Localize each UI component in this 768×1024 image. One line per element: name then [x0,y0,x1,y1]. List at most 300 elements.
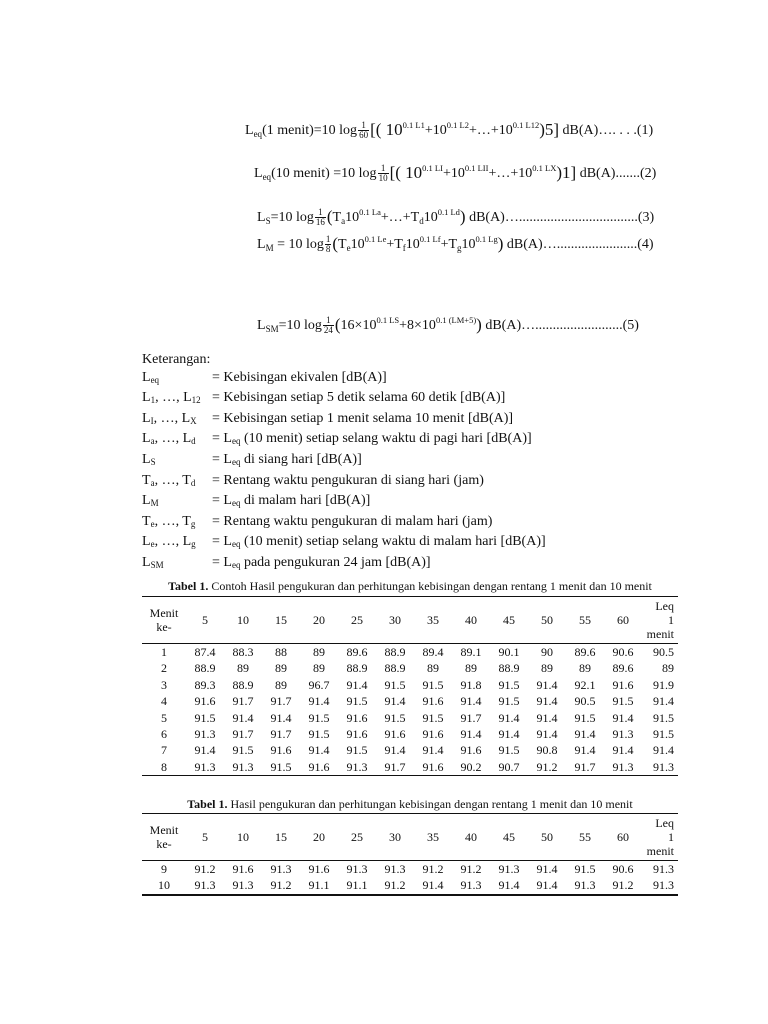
legend-row [142,492,546,513]
legend-symbol-sub: a [150,436,155,447]
table2 [142,813,678,896]
leq-cell: 91.3 [653,878,674,893]
eq4-t3-sub: g [457,243,462,253]
eq4-t2-sub: f [402,243,406,253]
legend-symbol-main: L [142,431,151,447]
legend-definition-sub: eq [231,539,241,550]
legend-definition-tail: pada pengukuran 24 jam [dB(A)] [240,554,431,570]
legend-definition-text: = L [212,554,232,570]
eq5-lhs: L [257,318,266,333]
header-col: 20 [313,613,325,627]
eq4-t1: T [338,237,347,252]
header-row [142,597,678,644]
table-row [142,861,678,878]
row-index: 10 [158,878,170,893]
legend-row [142,430,546,451]
leq-cell: 91.5 [653,710,674,725]
legend-symbol-main: L [142,390,151,406]
data-cell: 91.4 [460,694,482,709]
eq1-unit: dB(A) [562,123,599,138]
data-cell: 91.6 [384,727,406,742]
legend-symbol [142,451,212,472]
leq-cell: 89 [662,661,674,676]
legend-symbol-main: L [142,534,151,550]
data-cell: 91.7 [270,727,292,742]
legend-row [142,410,546,431]
data-cell: 91.3 [498,862,520,877]
data-cell: 91.6 [422,694,444,709]
eq3-lhs: L [257,210,266,225]
data-cell: 88.3 [232,645,254,660]
legend-symbol-range-sub: g [190,518,196,529]
eq5-exp1-sub: S [394,315,400,325]
legend-symbol-sub: 1 [150,395,156,406]
data-cell: 90.5 [574,694,596,709]
eq5-number: ….........................(5) [521,318,639,333]
legend-definition [212,492,370,513]
data-cell: 91.3 [194,878,216,893]
table-row [142,710,678,726]
table2-title-bold: Tabel 1. [187,797,228,811]
equation-2 [254,159,656,186]
eq1-frac-num: 1 [358,121,369,131]
data-cell: 91.4 [384,694,406,709]
legend-definition [212,451,362,472]
data-cell: 91.5 [574,710,596,725]
legend-heading: Keterangan: [142,352,211,367]
eq4-mid2: +T [440,237,458,252]
data-cell: 91.6 [232,862,254,877]
header-col: 35 [427,830,439,844]
legend-symbol-range-sub: X [190,415,197,426]
eq4-exp1: 0.1 L [364,234,383,244]
eq2-lhs-arg: (10 menit) =10 log [271,166,377,181]
legend-definition-text: = L [212,451,232,467]
header-col: 55 [579,830,591,844]
data-cell: 91.2 [422,862,444,877]
legend-definition-tail: (10 menit) setiap selang waktu di malam hari [dB(A)] [240,534,546,550]
eq1-exp3-sub: 12 [530,120,540,130]
leq-cell: 91.9 [653,677,674,692]
eq2-body-open: [( 10 [389,163,423,182]
data-cell: 91.5 [498,743,520,758]
legend [142,351,546,575]
data-cell: 91.1 [308,878,330,893]
table2-body [142,861,678,895]
legend-definition-sub: eq [231,498,241,509]
data-cell: 90.8 [536,743,558,758]
data-cell: 92.1 [574,677,596,692]
eq1-plus1: +10 [424,123,447,138]
eq4-pow3: 10 [461,237,476,252]
eq4-fraction [325,235,332,254]
header-ke-label: ke- [156,620,172,634]
data-cell: 89 [313,645,325,660]
legend-definition [212,472,484,493]
legend-definition [212,533,546,554]
data-cell: 91.1 [346,878,368,893]
legend-symbol-main: L [142,554,151,570]
legend-symbol [142,410,212,431]
data-cell: 90 [541,645,553,660]
eq1-exp3: 0.1 L [512,120,531,130]
row-index: 8 [161,759,167,774]
legend-row [142,369,546,390]
legend-symbol [142,533,212,554]
header-leq-num: 1 [668,830,674,844]
legend-symbol-sub: SM [150,559,164,570]
data-cell: 91.6 [346,727,368,742]
table1-title-bold: Tabel 1. [168,579,209,593]
data-cell: 91.3 [346,862,368,877]
header-col: 45 [503,830,515,844]
data-cell: 91.7 [574,759,596,774]
legend-symbol-sub: S [150,456,156,467]
eq4-pow2: 10 [405,237,420,252]
data-cell: 91.5 [308,710,330,725]
eq4-lhs: L [257,237,266,252]
eq1-dots: +…+10 [468,123,513,138]
data-cell: 89 [237,661,249,676]
table1 [142,596,678,776]
data-cell: 88.9 [384,661,406,676]
legend-symbol-range: , …, L [153,410,191,426]
data-cell: 91.2 [460,862,482,877]
header-col: 15 [275,830,287,844]
row-index: 3 [161,677,167,692]
eq4-frac-den: 8 [325,244,331,255]
row-index: 2 [161,661,167,676]
header-col: 5 [202,830,208,844]
legend-definition-text: = L [212,493,232,509]
table1-header [142,597,678,644]
eq3-mid: +…+T [380,210,420,225]
data-cell: 89 [541,661,553,676]
data-cell: 87.4 [194,645,216,660]
eq4-exp3-sub: g [493,234,498,244]
data-cell: 91.5 [612,694,634,709]
table1-title [142,579,678,594]
eq1-frac-den: 60 [359,130,369,141]
header-col: 50 [541,830,553,844]
eq5-paren-open: ( [334,315,341,334]
eq3-t2-sub: d [419,216,424,226]
eq3-exp1-sub: a [377,207,381,217]
data-cell: 91.7 [460,710,482,725]
eq3-pow1: 10 [345,210,360,225]
eq3-unit: dB(A) [469,210,505,225]
header-col: 10 [237,613,249,627]
leq-cell: 90.5 [653,645,674,660]
header-menit-ke [142,597,186,644]
data-cell: 91.4 [612,743,634,758]
header-col: 40 [465,830,477,844]
legend-symbol [142,389,212,410]
data-cell: 91.5 [194,710,216,725]
header-col: 15 [275,613,287,627]
header-leq-unit: menit [646,844,674,858]
header-col: 55 [579,613,591,627]
eq2-body-close: )1] [556,163,577,182]
eq5-exp2: 0.1 (L [435,315,457,325]
header-col: 60 [617,830,629,844]
eq4-exp3: 0.1 L [475,234,494,244]
legend-symbol-sub: M [150,498,159,509]
header-col: 10 [237,830,249,844]
eq1-lhs: L [245,123,254,138]
eq3-number: …..................................(3) [504,210,655,225]
header-col: 60 [617,613,629,627]
data-cell: 91.7 [232,727,254,742]
data-cell: 91.5 [346,694,368,709]
data-cell: 91.4 [536,862,558,877]
eq4-paren-close: ) [497,234,504,253]
legend-definition [212,554,431,575]
legend-symbol-sub: a [150,477,155,488]
data-cell: 91.3 [270,862,292,877]
equation-1 [245,116,653,143]
data-cell: 88.9 [498,661,520,676]
legend-symbol [142,430,212,451]
leq-cell: 91.5 [653,727,674,742]
eq3-paren-close: ) [459,207,466,226]
data-cell: 96.7 [308,677,330,692]
data-cell: 91.3 [194,727,216,742]
eq5-lhs-sub: SM [265,324,279,334]
data-cell: 91.3 [232,759,254,774]
legend-definition [212,389,505,410]
data-cell: 91.4 [308,694,330,709]
data-cell: 91.2 [194,862,216,877]
table-row [142,644,678,661]
legend-definition-text: = Rentang waktu pengukuran di malam hari (jam) [212,513,493,529]
eq3-t1: T [332,210,342,225]
legend-symbol-main: L [142,410,151,426]
data-cell: 91.5 [574,862,596,877]
data-cell: 91.7 [270,694,292,709]
table-row [142,677,678,693]
data-cell: 91.4 [422,743,444,758]
eq5-frac-num: 1 [323,316,334,326]
table2-title-text: Hasil pengukuran dan perhitungan kebisingan dengan rentang 1 menit dan 10 menit [227,797,633,811]
table2-header [142,814,678,861]
header-leq-label: Leq [655,599,674,613]
data-cell: 89 [465,661,477,676]
header-col: 5 [202,613,208,627]
legend-symbol-range-sub: 12 [191,395,201,406]
legend-symbol-range: , …, T [154,472,191,488]
legend-definition-tail: di malam hari [dB(A)] [240,493,371,509]
data-cell: 88.9 [194,661,216,676]
data-cell: 91.6 [346,710,368,725]
legend-definition-tail: di siang hari [dB(A)] [240,451,362,467]
data-cell: 89.6 [574,645,596,660]
data-cell: 91.3 [346,759,368,774]
data-cell: 91.4 [460,727,482,742]
table1-title-text: Contoh Hasil pengukuran dan perhitungan kebisingan dengan rentang 1 menit dan 10 menit [208,579,652,593]
header-ke-label: ke- [156,837,172,851]
leq-cell: 91.4 [653,743,674,758]
eq2-lhs-sub: eq [262,172,272,182]
legend-symbol [142,472,212,493]
data-cell: 91.4 [612,710,634,725]
eq4-paren-open: ( [332,234,339,253]
data-cell: 91.4 [498,878,520,893]
data-cell: 91.3 [574,878,596,893]
data-cell: 91.4 [536,710,558,725]
header-col: 45 [503,613,515,627]
data-cell: 91.3 [612,727,634,742]
data-cell: 89 [275,661,287,676]
legend-symbol-main: L [142,451,151,467]
eq4-pow1: 10 [350,237,365,252]
legend-symbol [142,554,212,575]
header-col: 35 [427,613,439,627]
legend-symbol-sub: e [150,539,155,550]
legend-definition-sub: eq [231,436,241,447]
legend-symbol-range: , …, L [155,390,192,406]
legend-row [142,389,546,410]
header-col: 30 [389,613,401,627]
header-col: 20 [313,830,325,844]
eq1-number: …. . . .(1) [598,123,654,138]
data-cell: 91.2 [612,878,634,893]
eq5-fraction [323,316,334,335]
eq2-number: .......(2) [615,166,657,181]
data-cell: 91.4 [536,727,558,742]
data-cell: 91.7 [232,694,254,709]
equation-3 [257,203,654,230]
legend-definition-sub: eq [231,456,241,467]
eq4-mid: +T [386,237,403,252]
eq5-term-b: +8×10 [399,318,436,333]
header-row [142,814,678,861]
eq3-exp1: 0.1 L [359,207,378,217]
eq1-lhs-arg: (1 menit)=10 log [262,123,358,138]
legend-symbol-sub: e [150,518,155,529]
eq5-lhs-arg: =10 log [278,318,322,333]
data-cell: 91.6 [612,677,634,692]
data-cell: 89.6 [346,645,368,660]
legend-definition-text: = Kebisingan setiap 1 menit selama 10 menit [dB(A)] [212,410,514,426]
legend-symbol-main: T [142,513,151,529]
eq3-exp2: 0.1 L [437,207,456,217]
header-menit-label: Menit [149,606,179,620]
header-leq-label: Leq [655,816,674,830]
eq2-fraction [378,164,389,183]
data-cell: 91.3 [232,878,254,893]
eq4-exp2-sub: f [437,234,441,244]
legend-symbol-main: L [142,369,151,385]
header-col: 30 [389,830,401,844]
eq4-exp1-sub: e [382,234,387,244]
data-cell: 91.4 [270,710,292,725]
eq2-exp3: 0.1 L [532,163,551,173]
data-cell: 88 [275,645,287,660]
legend-definition-text: = Kebisingan setiap 5 detik selama 60 detik [dB(A)] [212,390,506,406]
row-index: 6 [161,727,167,742]
equation-4 [257,230,654,257]
legend-definition-text: = L [212,431,232,447]
data-cell: 91.6 [422,759,444,774]
eq1-body-close: )5] [539,120,560,139]
header-leq-unit: menit [646,627,674,641]
legend-row [142,554,546,575]
data-cell: 90.1 [498,645,520,660]
data-cell: 91.4 [346,677,368,692]
legend-definition [212,369,387,390]
eq3-pow2: 10 [423,210,438,225]
data-cell: 91.4 [536,677,558,692]
eq3-exp2-sub: d [455,207,460,217]
data-cell: 89.3 [194,677,216,692]
eq3-frac-num: 1 [315,208,326,218]
data-cell: 91.3 [384,862,406,877]
eq4-number: ….......................(4) [542,237,654,252]
data-cell: 91.4 [308,743,330,758]
table-row [142,759,678,776]
eq2-exp3-sub: X [550,163,557,173]
legend-symbol-range-sub: g [191,539,196,550]
data-cell: 91.4 [422,878,444,893]
data-cell: 91.3 [460,878,482,893]
eq1-exp1: 0.1 L [402,120,421,130]
eq1-exp2: 0.1 L [446,120,465,130]
leq-cell: 91.3 [653,759,674,774]
legend-symbol-main: T [142,472,151,488]
header-menit-label: Menit [149,823,179,837]
data-cell: 89 [427,661,439,676]
eq1-exp1-sub: 1 [420,120,425,130]
eq2-exp1-sub: I [440,163,443,173]
data-cell: 91.2 [536,759,558,774]
data-cell: 91.6 [460,743,482,758]
data-cell: 91.5 [384,710,406,725]
eq2-exp1: 0.1 L [422,163,441,173]
legend-row [142,451,546,472]
data-cell: 91.6 [422,727,444,742]
data-cell: 91.5 [270,759,292,774]
row-index: 1 [161,645,167,660]
eq5-unit: dB(A) [485,318,522,333]
table2-title [142,797,678,812]
eq2-unit: dB(A) [579,166,616,181]
legend-symbol [142,492,212,513]
data-cell: 91.6 [194,694,216,709]
equation-5 [257,311,639,338]
eq3-lhs-arg: =10 log [270,210,314,225]
data-cell: 91.4 [574,743,596,758]
data-cell: 91.3 [194,759,216,774]
legend-symbol [142,513,212,534]
data-cell: 91.2 [270,878,292,893]
legend-symbol [142,369,212,390]
legend-symbol-range-sub: d [191,436,196,447]
data-cell: 90.2 [460,759,482,774]
table-row [142,660,678,676]
table-row [142,742,678,758]
data-cell: 89 [275,677,287,692]
data-cell: 91.5 [384,677,406,692]
eq4-t1-sub: e [346,243,351,253]
row-index: 7 [161,743,167,758]
data-cell: 91.6 [308,862,330,877]
legend-symbol-range: , …, L [154,534,192,550]
eq5-frac-den: 24 [323,325,333,336]
data-cell: 90.6 [612,862,634,877]
eq2-frac-num: 1 [378,164,389,174]
eq2-frac-den: 10 [378,173,388,184]
